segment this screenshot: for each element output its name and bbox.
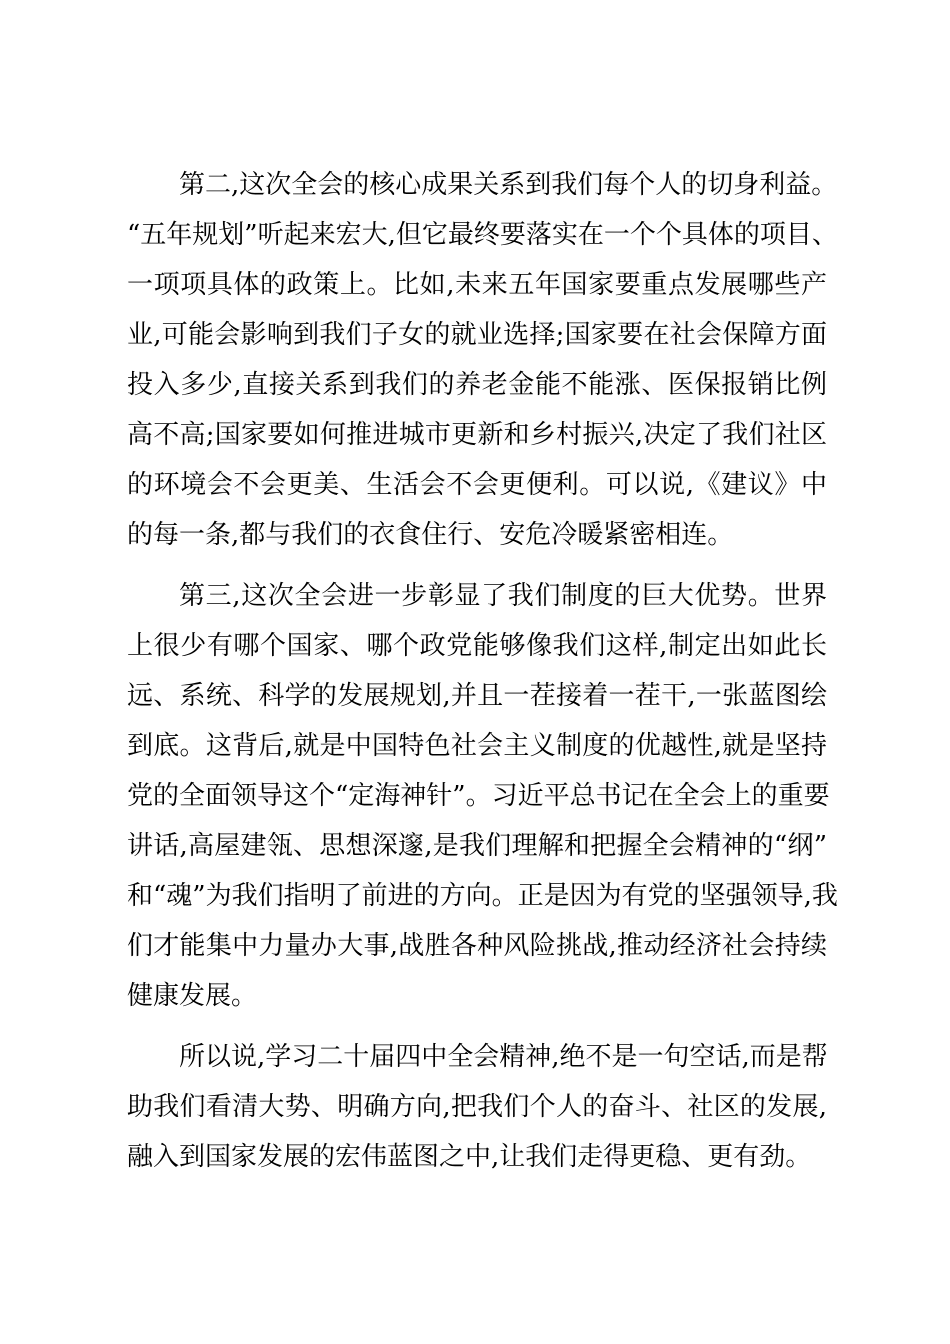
text-line: 党的全面领导这个“定海神针”。习近平总书记在全会上的重要 [127, 781, 830, 811]
text-line: 第三,这次全会进一步彰显了我们制度的巨大优势。世界 [179, 581, 827, 611]
text-line: 的环境会不会更美、生活会不会更便利。可以说,《建议》中 [127, 470, 827, 500]
text-line: 讲话,高屋建瓴、思想深邃,是我们理解和把握全会精神的“纲” [127, 831, 827, 861]
text-line: 到底。这背后,就是中国特色社会主义制度的优越性,就是坚持 [127, 731, 827, 761]
text-line: 们才能集中力量办大事,战胜各种风险挑战,推动经济社会持续 [127, 931, 827, 961]
text-line: 一项项具体的政策上。比如,未来五年国家要重点发展哪些产 [127, 270, 827, 300]
paragraph-conclusion [127, 1032, 827, 1182]
text-line: 助我们看清大势、明确方向,把我们个人的奋斗、社区的发展, [127, 1092, 827, 1122]
text-line: 的每一条,都与我们的衣食住行、安危冷暖紧密相连。 [127, 520, 734, 550]
text-line: 业,可能会影响到我们子女的就业选择;国家要在社会保障方面 [127, 320, 827, 350]
text-line: 所以说,学习二十届四中全会精神,绝不是一句空话,而是帮 [179, 1042, 828, 1072]
text-line: 融入到国家发展的宏伟蓝图之中,让我们走得更稳、更有劲。 [127, 1142, 812, 1172]
text-line: 和“魂”为我们指明了前进的方向。正是因为有党的坚强领导,我 [127, 881, 838, 911]
text-line: “五年规划”听起来宏大,但它最终要落实在一个个具体的项目、 [127, 220, 838, 250]
text-line: 健康发展。 [127, 981, 258, 1011]
text-line: 第二,这次全会的核心成果关系到我们每个人的切身利益。 [179, 170, 838, 200]
text-line: 高不高;国家要如何推进城市更新和乡村振兴,决定了我们社区 [127, 420, 827, 450]
paragraph-second-point [127, 160, 838, 560]
text-line: 上很少有哪个国家、哪个政党能够像我们这样,制定出如此长 [127, 631, 827, 661]
document-body [127, 160, 838, 1193]
text-line: 远、系统、科学的发展规划,并且一茬接着一茬干,一张蓝图绘 [127, 681, 827, 711]
paragraph-third-point [127, 571, 838, 1021]
text-line: 投入多少,直接关系到我们的养老金能不能涨、医保报销比例 [127, 370, 827, 400]
